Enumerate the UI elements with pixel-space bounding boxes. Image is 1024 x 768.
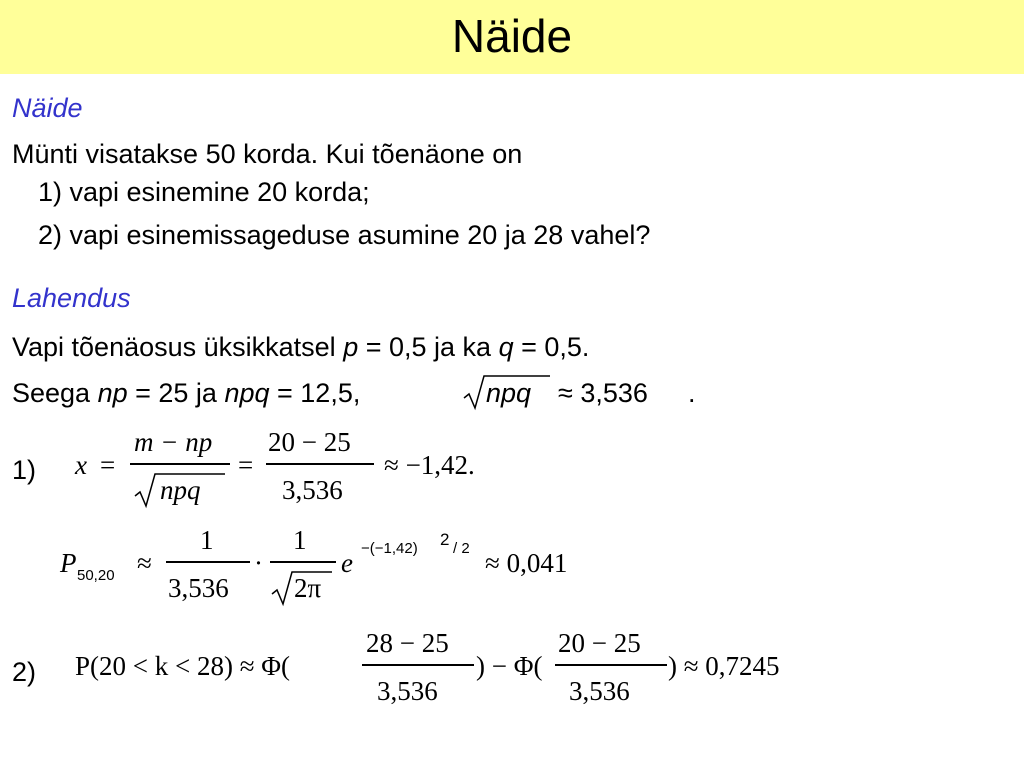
np-value: = 25 ja xyxy=(127,378,225,408)
x-equals: = xyxy=(100,450,116,480)
x-denominator-2: 3,536 xyxy=(282,475,343,505)
interval-denominator-1: 3,536 xyxy=(377,676,438,706)
p-subscript: 50,20 xyxy=(77,567,115,584)
euler-e: e xyxy=(341,548,353,578)
p-value: = 0,5 ja ka xyxy=(358,332,499,362)
problem-text: Münti visatakse 50 korda. Kui tõenäone on xyxy=(12,139,523,169)
x-equals-2: = xyxy=(238,450,254,480)
title-bar xyxy=(0,0,1024,74)
p-result: ≈ 0,041 xyxy=(485,548,568,578)
interval-mid: ) − Φ( xyxy=(476,651,543,681)
p-symbol: p xyxy=(343,332,359,362)
seega-prefix: Seega xyxy=(12,378,98,408)
p-approx: ≈ xyxy=(137,548,152,578)
interval-numerator-2: 20 − 25 xyxy=(558,628,641,658)
q-value: = 0,5. xyxy=(513,332,590,362)
p-fraction-bar-2 xyxy=(270,561,336,563)
exponent-power: 2 xyxy=(440,530,450,549)
x-result: ≈ −1,42. xyxy=(384,450,475,480)
solution-heading: Lahendus xyxy=(12,283,131,313)
p-denominator-2: 2π xyxy=(294,573,322,603)
exponent-base: −(−1,42) xyxy=(361,540,418,557)
example-heading: Näide xyxy=(12,93,83,123)
npq-symbol: npq xyxy=(224,378,270,408)
interval-lhs: P(20 < k < 28) ≈ Φ( xyxy=(75,651,290,681)
x-denominator-1: npq xyxy=(160,475,201,505)
slide-title: Näide xyxy=(451,10,573,62)
p-numerator-2: 1 xyxy=(293,525,307,555)
interval-fraction-bar-1 xyxy=(362,664,474,666)
part-1-label: 1) xyxy=(12,455,37,485)
interval-fraction-bar-2 xyxy=(555,664,667,666)
x-variable: x xyxy=(75,450,87,480)
question-2: 2) vapi esinemissageduse asumine 20 ja 28 vahel? xyxy=(38,220,651,250)
sqrt-npq-value: ≈ 3,536 xyxy=(558,378,648,408)
question-1: 1) vapi esinemine 20 korda; xyxy=(38,177,370,207)
part-2-label: 2) xyxy=(12,657,37,687)
npq-value: = 12,5, xyxy=(269,378,361,408)
interval-denominator-2: 3,536 xyxy=(569,676,630,706)
p-fraction-bar-1 xyxy=(166,561,250,563)
x-fraction-bar-2 xyxy=(266,463,374,465)
probability-line xyxy=(12,331,589,363)
interval-result: ) ≈ 0,7245 xyxy=(668,651,780,681)
p-symbol-formula: P xyxy=(60,548,77,578)
probability-prefix: Vapi tõenäosus üksikkatsel xyxy=(12,332,344,362)
p-dot: · xyxy=(254,548,263,578)
exponent-tail: / 2 xyxy=(453,540,470,557)
x-fraction-bar-1 xyxy=(130,463,230,465)
np-symbol: np xyxy=(97,378,128,408)
seega-line xyxy=(12,377,360,409)
p-denominator-1: 3,536 xyxy=(168,573,229,603)
p-numerator-1: 1 xyxy=(200,525,214,555)
seega-period: . xyxy=(688,378,696,408)
sqrt-npq-text: npq xyxy=(486,378,532,408)
interval-numerator-1: 28 − 25 xyxy=(366,628,449,658)
q-symbol: q xyxy=(498,332,514,362)
x-numerator-1: m − np xyxy=(134,427,213,457)
x-numerator-2: 20 − 25 xyxy=(268,427,351,457)
